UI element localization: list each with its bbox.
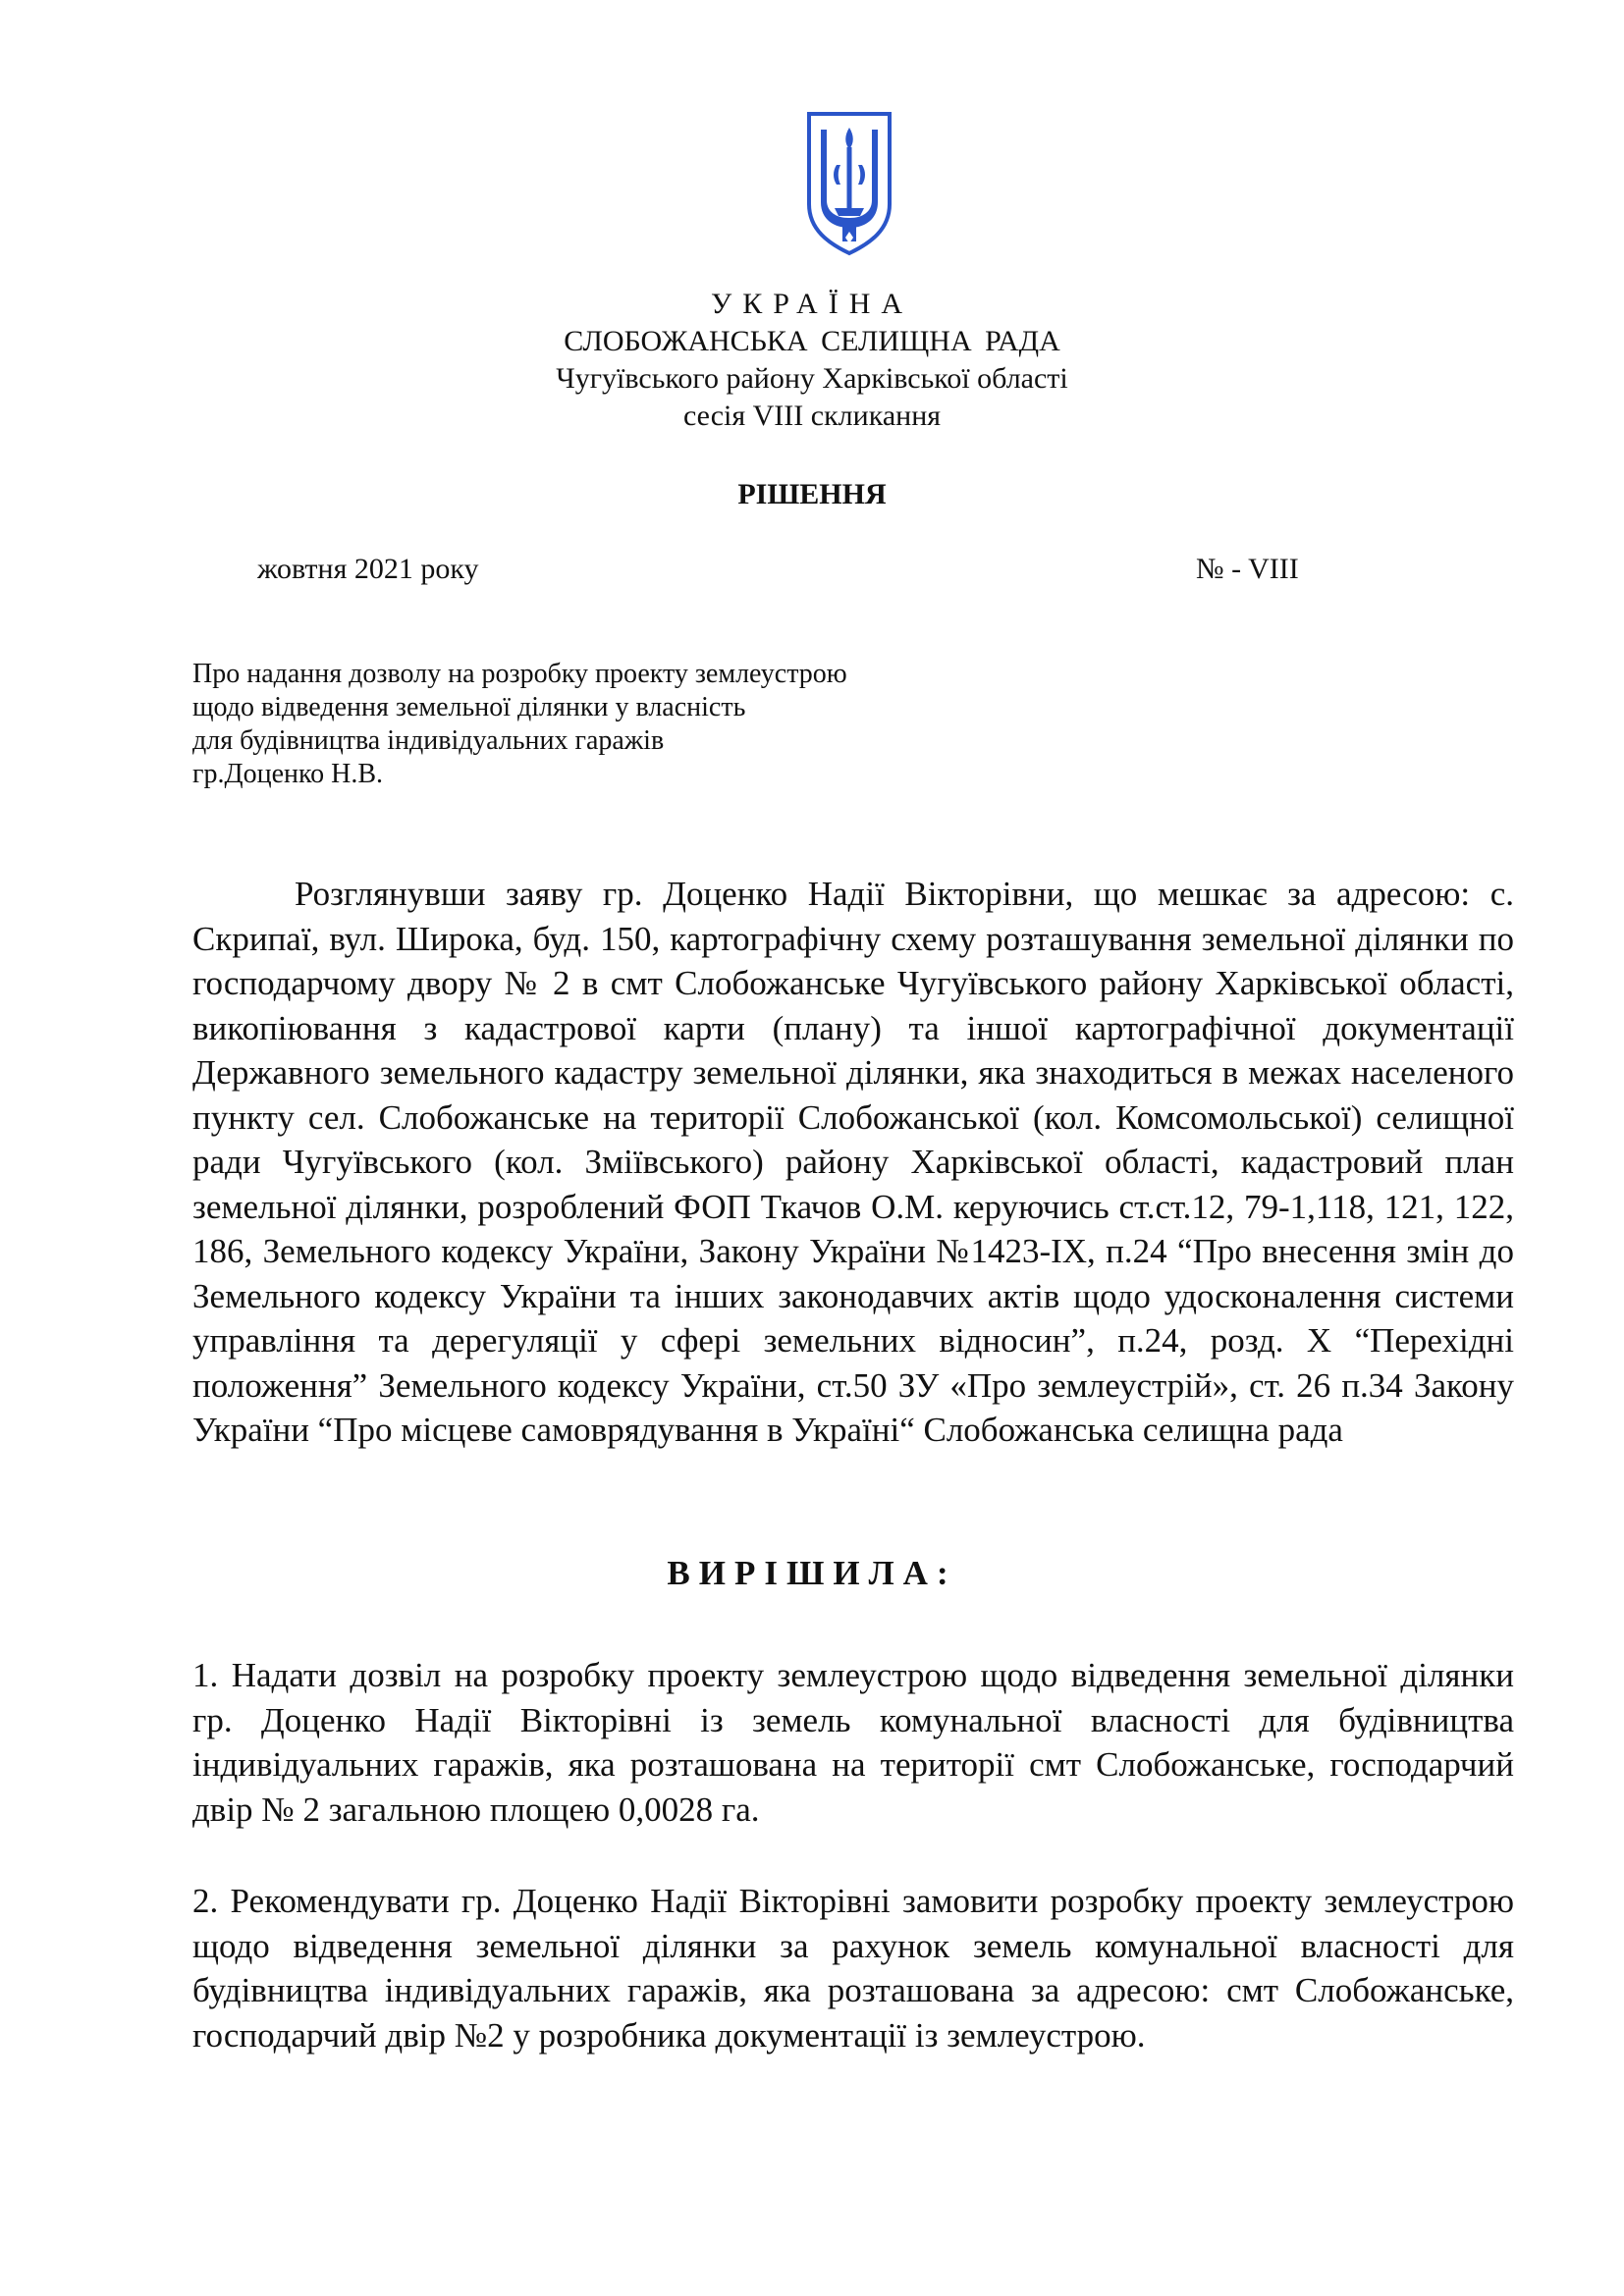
council-heading: СЛОБОЖАНСЬКА СЕЛИЩНА РАДА [564,325,1060,357]
decision-subject [192,658,978,791]
preamble-paragraph: Розглянувши заяву гр. Доценко Надії Вікторівни, що мешкає за адресою: с. Скрипаї, вул. Широка, буд. 150, картографічну схему розташування земельної ділянки по господарчому двору № 2 в смт Слобожанське Чугуївського району Харківської області, викопіювання з кадастрової карти (плану) та іншої картографічної документації Державного земельного кадастру земельної ділянки, яка знаходиться в межах населеного пункту сел. Слобожанське на території Слобожанської (кол. Комсомольської) селищної ради Чугуївського (кол. Зміївського) району Харківської області, кадастровий план земельної ділянки, розроблений ФОП Ткачов О.М. керуючись ст.ст.12, 79-1,118, 121, 122, 186, Земельного кодексу України, Закону України №1423-IX, п.24 “Про внесення змін до Земельного кодексу України та інших законодавчих актів щодо удосконалення системи управління та дерегуляції у сфері земельних відносин”, п.24, розд. X “Перехідні положення” Земельного кодексу України, ст.50 ЗУ «Про землеустрій», ст. 26 п.34 Закону України “Про місцеве самоврядування в Україні“ Слобожанська селищна рада [192,875,1514,1449]
subject-line: Про надання дозволу на розробку проекту землеустрою [192,659,847,689]
resolution-item-1: 1. Надати дозвіл на розробку проекту землеустрою щодо відведення земельної ділянки гр. Доценко Надії Вікторівні із земель комунальної власності для будівництва індивідуальних гаражів, яка розташована на території смт Слобожанське, господарчий двір № 2 загальною площею 0,0028 га. [192,1656,1514,1829]
session-heading: сесія VIII скликання [682,400,942,432]
subject-line: щодо відведення земельної ділянки у власність [192,692,746,722]
document-type-heading: РІШЕННЯ [737,478,887,510]
subject-line: гр.Доценко Н.В. [192,759,384,789]
district-heading: Чугуївського району Харківської області [556,362,1068,395]
resolved-heading: ВИРІШИЛА: [667,1554,957,1592]
decision-number: № - VIII [1196,553,1299,585]
coat-of-arms-icon [805,110,893,257]
country-heading: УКРАЇНА [710,288,914,320]
decision-date: жовтня 2021 року [257,553,479,585]
resolution-item-2: 2. Рекомендувати гр. Доценко Надії Вікторівні замовити розробку проекту землеустрою щодо відведення земельної ділянки за рахунок земель комунальної власності для будівництва індивідуальних гаражів, яка розташована за адресою: смт Слобожанське, господарчий двір №2 у розробника документації із землеустрою. [192,1882,1514,2055]
subject-line: для будівництва індивідуальних гаражів [192,725,665,756]
